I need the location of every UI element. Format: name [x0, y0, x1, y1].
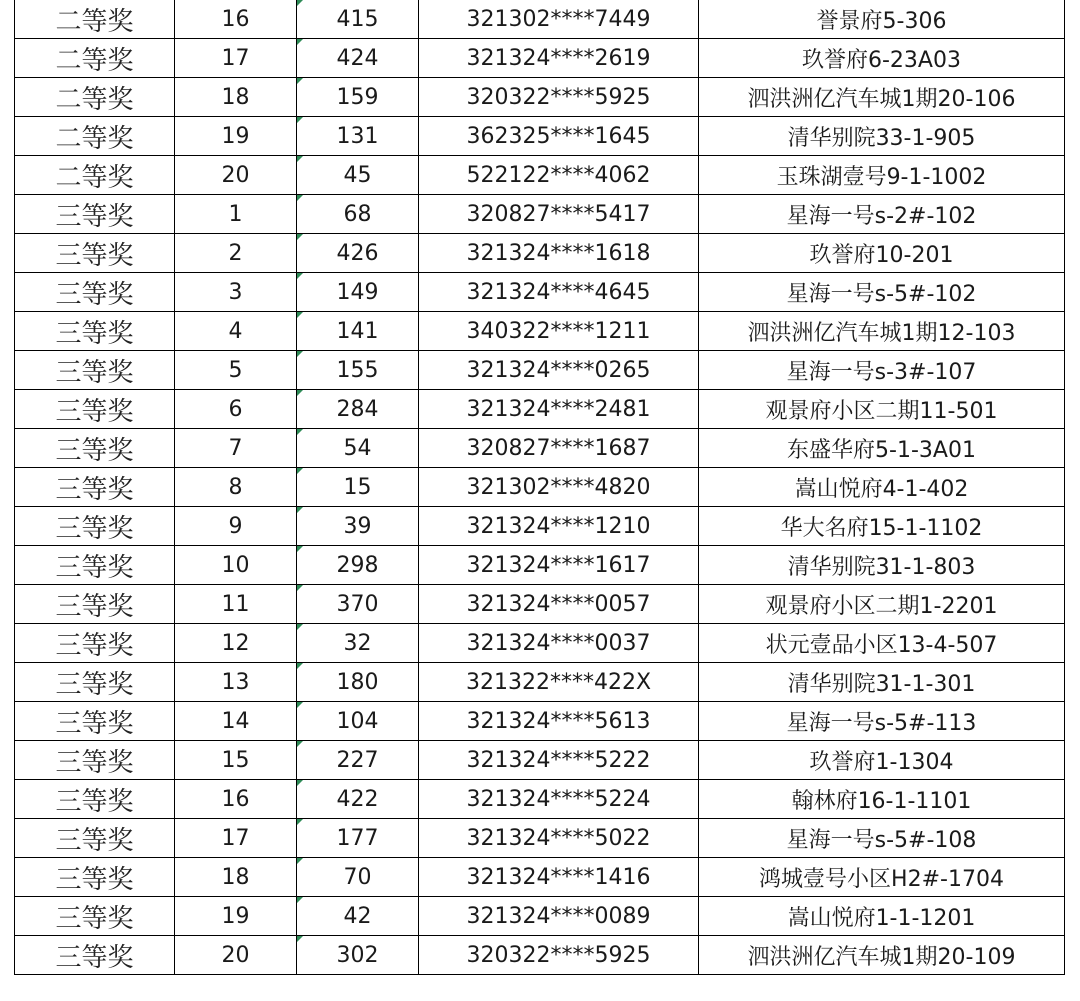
rank-cell: 7 [175, 429, 297, 468]
table-row [15, 741, 1065, 780]
rank-cell: 18 [175, 858, 297, 897]
table-row [15, 117, 1065, 156]
winners-table [14, 0, 1065, 975]
table-row [15, 858, 1065, 897]
prize-level-cell: 三等奖 [15, 819, 175, 858]
draw-number-cell: 415 [297, 0, 419, 39]
draw-number-cell: 131 [297, 117, 419, 156]
id-number-cell: 320322****5925 [419, 78, 699, 117]
prize-level-cell: 三等奖 [15, 195, 175, 234]
address-cell: 泗洪洲亿汽车城1期12-103 [699, 312, 1065, 351]
table-row [15, 234, 1065, 273]
prize-level-cell: 三等奖 [15, 897, 175, 936]
draw-number-cell: 141 [297, 312, 419, 351]
draw-number-cell: 15 [297, 468, 419, 507]
rank-cell: 5 [175, 351, 297, 390]
rank-cell: 19 [175, 897, 297, 936]
prize-level-cell: 三等奖 [15, 858, 175, 897]
table-row [15, 624, 1065, 663]
id-number-cell: 321324****1210 [419, 507, 699, 546]
rank-cell: 15 [175, 741, 297, 780]
prize-level-cell: 三等奖 [15, 468, 175, 507]
rank-cell: 1 [175, 195, 297, 234]
address-cell: 泗洪洲亿汽车城1期20-106 [699, 78, 1065, 117]
id-number-cell: 321324****4645 [419, 273, 699, 312]
id-number-cell: 362325****1645 [419, 117, 699, 156]
id-number-cell: 321324****0089 [419, 897, 699, 936]
prize-level-cell: 三等奖 [15, 234, 175, 273]
draw-number-cell: 45 [297, 156, 419, 195]
winners-sheet [14, 0, 1064, 975]
id-number-cell: 321322****422X [419, 663, 699, 702]
rank-cell: 8 [175, 468, 297, 507]
rank-cell: 11 [175, 585, 297, 624]
id-number-cell: 321324****5222 [419, 741, 699, 780]
table-row [15, 585, 1065, 624]
prize-level-cell: 三等奖 [15, 273, 175, 312]
prize-level-cell: 三等奖 [15, 741, 175, 780]
rank-cell: 16 [175, 780, 297, 819]
draw-number-cell: 155 [297, 351, 419, 390]
table-row [15, 351, 1065, 390]
address-cell: 翰林府16-1-1101 [699, 780, 1065, 819]
prize-level-cell: 三等奖 [15, 312, 175, 351]
id-number-cell: 321324****5022 [419, 819, 699, 858]
draw-number-cell: 284 [297, 390, 419, 429]
rank-cell: 19 [175, 117, 297, 156]
prize-level-cell: 三等奖 [15, 702, 175, 741]
address-cell: 观景府小区二期1-2201 [699, 585, 1065, 624]
id-number-cell: 321302****4820 [419, 468, 699, 507]
table-row [15, 195, 1065, 234]
address-cell: 观景府小区二期11-501 [699, 390, 1065, 429]
address-cell: 星海一号s-2#-102 [699, 195, 1065, 234]
address-cell: 誉景府5-306 [699, 0, 1065, 39]
address-cell: 清华别院31-1-301 [699, 663, 1065, 702]
prize-level-cell: 二等奖 [15, 156, 175, 195]
address-cell: 星海一号s-5#-108 [699, 819, 1065, 858]
prize-level-cell: 三等奖 [15, 507, 175, 546]
address-cell: 玖誉府6-23A03 [699, 39, 1065, 78]
address-cell: 清华别院33-1-905 [699, 117, 1065, 156]
table-row [15, 897, 1065, 936]
address-cell: 清华别院31-1-803 [699, 546, 1065, 585]
address-cell: 东盛华府5-1-3A01 [699, 429, 1065, 468]
table-row [15, 819, 1065, 858]
table-row [15, 780, 1065, 819]
address-cell: 泗洪洲亿汽车城1期20-109 [699, 936, 1065, 975]
draw-number-cell: 39 [297, 507, 419, 546]
rank-cell: 9 [175, 507, 297, 546]
table-row [15, 702, 1065, 741]
rank-cell: 10 [175, 546, 297, 585]
prize-level-cell: 三等奖 [15, 624, 175, 663]
address-cell: 星海一号s-5#-113 [699, 702, 1065, 741]
id-number-cell: 321302****7449 [419, 0, 699, 39]
table-row [15, 156, 1065, 195]
address-cell: 嵩山悦府1-1-1201 [699, 897, 1065, 936]
table-row [15, 546, 1065, 585]
draw-number-cell: 68 [297, 195, 419, 234]
winners-table-body [15, 0, 1065, 975]
address-cell: 玖誉府10-201 [699, 234, 1065, 273]
id-number-cell: 321324****2619 [419, 39, 699, 78]
draw-number-cell: 104 [297, 702, 419, 741]
rank-cell: 12 [175, 624, 297, 663]
prize-level-cell: 三等奖 [15, 663, 175, 702]
address-cell: 星海一号s-3#-107 [699, 351, 1065, 390]
table-row [15, 390, 1065, 429]
table-row [15, 273, 1065, 312]
draw-number-cell: 370 [297, 585, 419, 624]
table-row [15, 312, 1065, 351]
prize-level-cell: 二等奖 [15, 78, 175, 117]
prize-level-cell: 三等奖 [15, 390, 175, 429]
rank-cell: 16 [175, 0, 297, 39]
draw-number-cell: 177 [297, 819, 419, 858]
prize-level-cell: 三等奖 [15, 351, 175, 390]
prize-level-cell: 三等奖 [15, 780, 175, 819]
rank-cell: 14 [175, 702, 297, 741]
id-number-cell: 320827****5417 [419, 195, 699, 234]
prize-level-cell: 二等奖 [15, 117, 175, 156]
draw-number-cell: 422 [297, 780, 419, 819]
id-number-cell: 321324****1618 [419, 234, 699, 273]
address-cell: 玉珠湖壹号9-1-1002 [699, 156, 1065, 195]
rank-cell: 2 [175, 234, 297, 273]
address-cell: 星海一号s-5#-102 [699, 273, 1065, 312]
id-number-cell: 321324****0057 [419, 585, 699, 624]
prize-level-cell: 三等奖 [15, 546, 175, 585]
id-number-cell: 321324****1416 [419, 858, 699, 897]
table-row [15, 39, 1065, 78]
draw-number-cell: 149 [297, 273, 419, 312]
address-cell: 鸿城壹号小区H2#-1704 [699, 858, 1065, 897]
rank-cell: 13 [175, 663, 297, 702]
address-cell: 状元壹品小区13-4-507 [699, 624, 1065, 663]
rank-cell: 20 [175, 936, 297, 975]
draw-number-cell: 32 [297, 624, 419, 663]
draw-number-cell: 298 [297, 546, 419, 585]
prize-level-cell: 三等奖 [15, 429, 175, 468]
draw-number-cell: 424 [297, 39, 419, 78]
rank-cell: 18 [175, 78, 297, 117]
id-number-cell: 320827****1687 [419, 429, 699, 468]
prize-level-cell: 三等奖 [15, 936, 175, 975]
rank-cell: 4 [175, 312, 297, 351]
id-number-cell: 321324****0037 [419, 624, 699, 663]
rank-cell: 17 [175, 39, 297, 78]
table-row [15, 0, 1065, 39]
id-number-cell: 340322****1211 [419, 312, 699, 351]
draw-number-cell: 227 [297, 741, 419, 780]
prize-level-cell: 二等奖 [15, 39, 175, 78]
table-row [15, 507, 1065, 546]
address-cell: 玖誉府1-1304 [699, 741, 1065, 780]
address-cell: 嵩山悦府4-1-402 [699, 468, 1065, 507]
rank-cell: 3 [175, 273, 297, 312]
rank-cell: 17 [175, 819, 297, 858]
table-row [15, 78, 1065, 117]
rank-cell: 20 [175, 156, 297, 195]
draw-number-cell: 159 [297, 78, 419, 117]
prize-level-cell: 二等奖 [15, 0, 175, 39]
prize-level-cell: 三等奖 [15, 585, 175, 624]
draw-number-cell: 70 [297, 858, 419, 897]
table-row [15, 936, 1065, 975]
table-row [15, 429, 1065, 468]
id-number-cell: 321324****1617 [419, 546, 699, 585]
id-number-cell: 522122****4062 [419, 156, 699, 195]
id-number-cell: 321324****5613 [419, 702, 699, 741]
draw-number-cell: 54 [297, 429, 419, 468]
draw-number-cell: 42 [297, 897, 419, 936]
table-row [15, 663, 1065, 702]
draw-number-cell: 180 [297, 663, 419, 702]
table-row [15, 468, 1065, 507]
draw-number-cell: 426 [297, 234, 419, 273]
rank-cell: 6 [175, 390, 297, 429]
draw-number-cell: 302 [297, 936, 419, 975]
id-number-cell: 321324****5224 [419, 780, 699, 819]
id-number-cell: 321324****2481 [419, 390, 699, 429]
address-cell: 华大名府15-1-1102 [699, 507, 1065, 546]
id-number-cell: 321324****0265 [419, 351, 699, 390]
id-number-cell: 320322****5925 [419, 936, 699, 975]
